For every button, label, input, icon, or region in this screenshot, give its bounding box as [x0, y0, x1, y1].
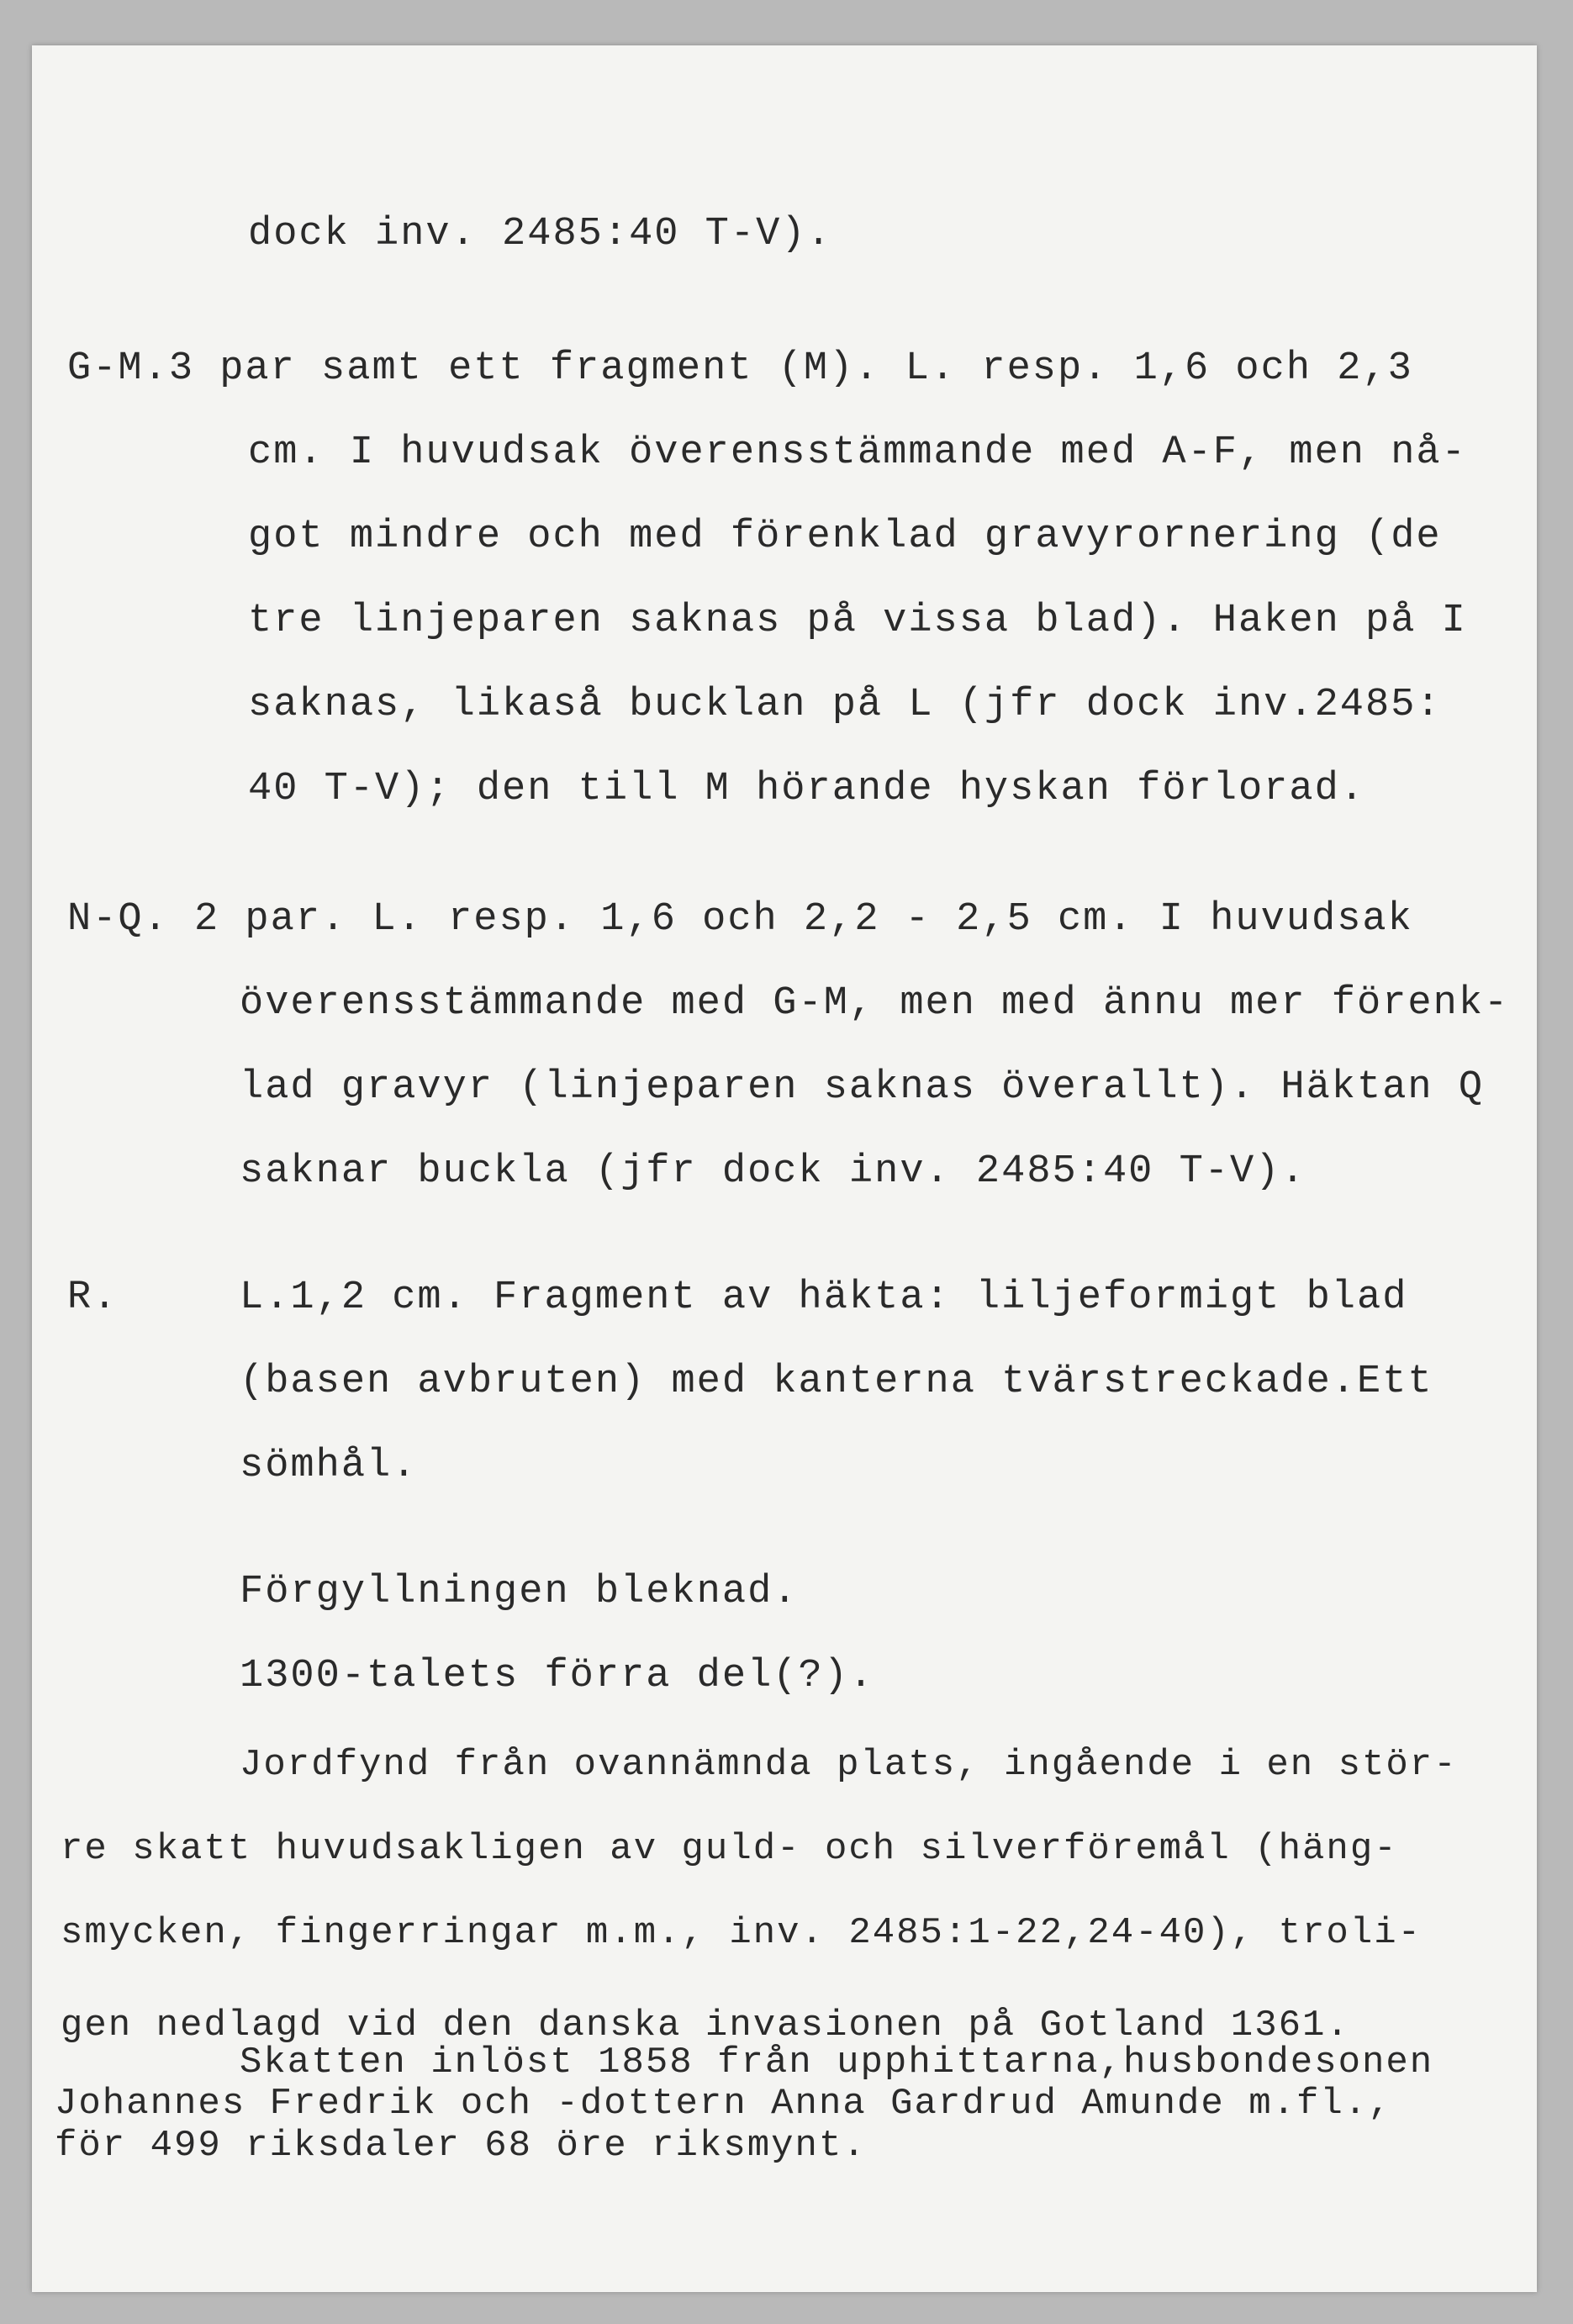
text-line-2: G-M.3 par samt ett fragment (M). L. resp. 1,6 och 2,3 — [67, 346, 1413, 391]
text-line-21: gen nedlagd vid den danska invasionen på Gotland 1361. — [61, 2004, 1350, 2047]
text-line-1: dock inv. 2485:40 T-V). — [248, 212, 832, 256]
text-line-4: got mindre och med förenklad gravyrornering (de — [248, 515, 1442, 559]
text-line-18: Jordfynd från ovannämnda plats, ingående i en stör- — [240, 1744, 1458, 1786]
text-line-16: Förgyllningen bleknad. — [240, 1570, 799, 1614]
text-line-10: lad gravyr (linjeparen saknas överallt). Häktan Q — [240, 1065, 1485, 1110]
text-line-9: överensstämmande med G-M, men med ännu mer förenk- — [240, 981, 1510, 1026]
text-line-12: R. — [67, 1276, 119, 1320]
text-line-23: Johannes Fredrik och -dottern Anna Gardrud Amunde m.fl., — [55, 2083, 1392, 2125]
text-line-20: smycken, fingerringar m.m., inv. 2485:1-22,24-40), troli- — [61, 1912, 1423, 1954]
text-line-5: tre linjeparen saknas på vissa blad). Haken på I — [248, 599, 1467, 643]
text-line-11: saknar buckla (jfr dock inv. 2485:40 T-V). — [240, 1149, 1306, 1194]
text-line-8: N-Q. 2 par. L. resp. 1,6 och 2,2 - 2,5 cm. I huvudsak — [67, 897, 1413, 942]
text-line-7: 40 T-V); den till M hörande hyskan förlorad. — [248, 767, 1366, 811]
text-line-3: cm. I huvudsak överensstämmande med A-F, men nå- — [248, 430, 1467, 475]
text-line-22: Skatten inlöst 1858 från upphittarna,husbondesonen — [240, 2041, 1434, 2084]
text-line-24: för 499 riksdaler 68 öre riksmynt. — [55, 2125, 867, 2167]
text-line-13: L.1,2 cm. Fragment av häkta: liljeformigt blad — [240, 1276, 1408, 1320]
text-line-15: sömhål. — [240, 1444, 418, 1488]
text-line-19: re skatt huvudsakligen av guld- och silverföremål (häng- — [61, 1828, 1398, 1870]
text-line-17: 1300-talets förra del(?). — [240, 1654, 875, 1698]
text-line-6: saknas, likaså bucklan på L (jfr dock inv.2485: — [248, 683, 1442, 727]
text-line-14: (basen avbruten) med kanterna tvärstreckade.Ett — [240, 1360, 1433, 1404]
